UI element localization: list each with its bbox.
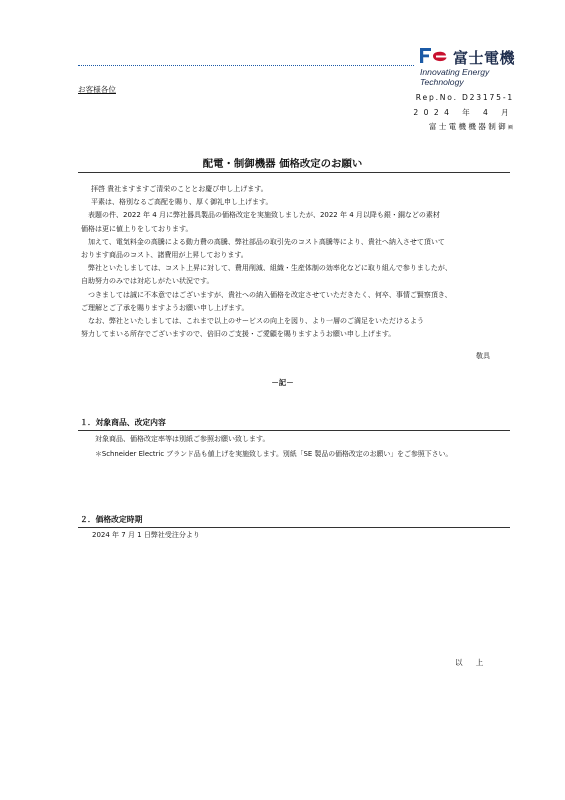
- document-title: 配電・制御機器 価格改定のお願い: [202, 158, 363, 170]
- ki-marker: －記－: [271, 378, 294, 387]
- rep-number: Rep.No. D23175-1: [415, 93, 514, 102]
- issue-date: 2024 年 4 月: [413, 108, 514, 117]
- addressee: お客様各位: [78, 85, 116, 94]
- greeting-line: 拝啓 貴社ますますご清栄のこととお慶び申し上げます。: [91, 185, 268, 193]
- body-line: つきましては誠に不本意ではございますが、貴社への納入価格を改定させていただきたく、何卒、事情ご賢察頂き、: [88, 290, 452, 299]
- body-line: おります商品のコスト、諸費用が上昇しております。: [81, 251, 248, 260]
- section-heading-revision-date: ２．価格改定時期: [80, 515, 143, 524]
- body-line: 表題の件、2022 年 4 月に弊社器具製品の価格改定を実施致しましたが、2022 年 4 月以降も銀・銅などの素材: [88, 211, 440, 220]
- body-line: なお、弊社といたしましては、これまで以上のサービスの向上を図り、より一層のご満足をいただけるよう: [88, 317, 424, 326]
- issuer-name: [429, 121, 513, 132]
- closing-keigu: 敬具: [476, 352, 490, 360]
- section-rule: [78, 430, 510, 431]
- body-line: 平素は、格別なるご高配を賜り、厚く御礼申し上げます。: [91, 198, 273, 207]
- body-line: 価格は更に値上りをしております。: [81, 224, 193, 233]
- section-text-line: 対象商品、価格改定率等は別紙ご参照お願い致します。: [95, 435, 270, 443]
- issuer-suffix: ㈱: [507, 125, 513, 131]
- fe-logo-icon: [420, 47, 450, 64]
- section-note-line: ＊Schneider Electric ブランド品も値上げを実施致します。別紙「SE 製品の価格改定のお願い」をご参照下さい。: [95, 450, 453, 458]
- issuer-name-text: 富士電機機器制御: [428, 122, 508, 131]
- section-rule: [78, 527, 510, 528]
- section-text-line: 2024 年 7 月 1 日弊社受注分より: [92, 531, 200, 539]
- body-line: 弊社といたしましては、コスト上昇に対して、費用削減、組織・生産体制の効率化などに取り組んで参りましたが、: [88, 264, 452, 273]
- body-line: 加えて、電気料金の高騰による動力費の高騰、弊社部品の取引先のコスト高騰等により、貴社へ納入させて頂いて: [88, 237, 445, 246]
- body-line: 自助努力のみでは対応しがたい状況です。: [81, 277, 214, 286]
- body-line: 努力してまいる所存でございますので、倍旧のご支援・ご愛顧を賜りますようお願い申し上げます。: [81, 330, 396, 339]
- body-line: ご理解とご了承を賜りますようお願い申し上げます。: [81, 303, 249, 312]
- company-tagline: Innovating Energy Technology: [420, 67, 490, 87]
- section-heading-target-products: １．対象商品、改定内容: [80, 418, 166, 427]
- body-text: [81, 183, 513, 341]
- header-dotted-rule: [78, 65, 414, 66]
- company-logo-name: 富士電機: [453, 49, 516, 67]
- end-mark: 以上: [455, 658, 497, 667]
- title-underline: [78, 172, 510, 173]
- company-logo: [420, 45, 520, 87]
